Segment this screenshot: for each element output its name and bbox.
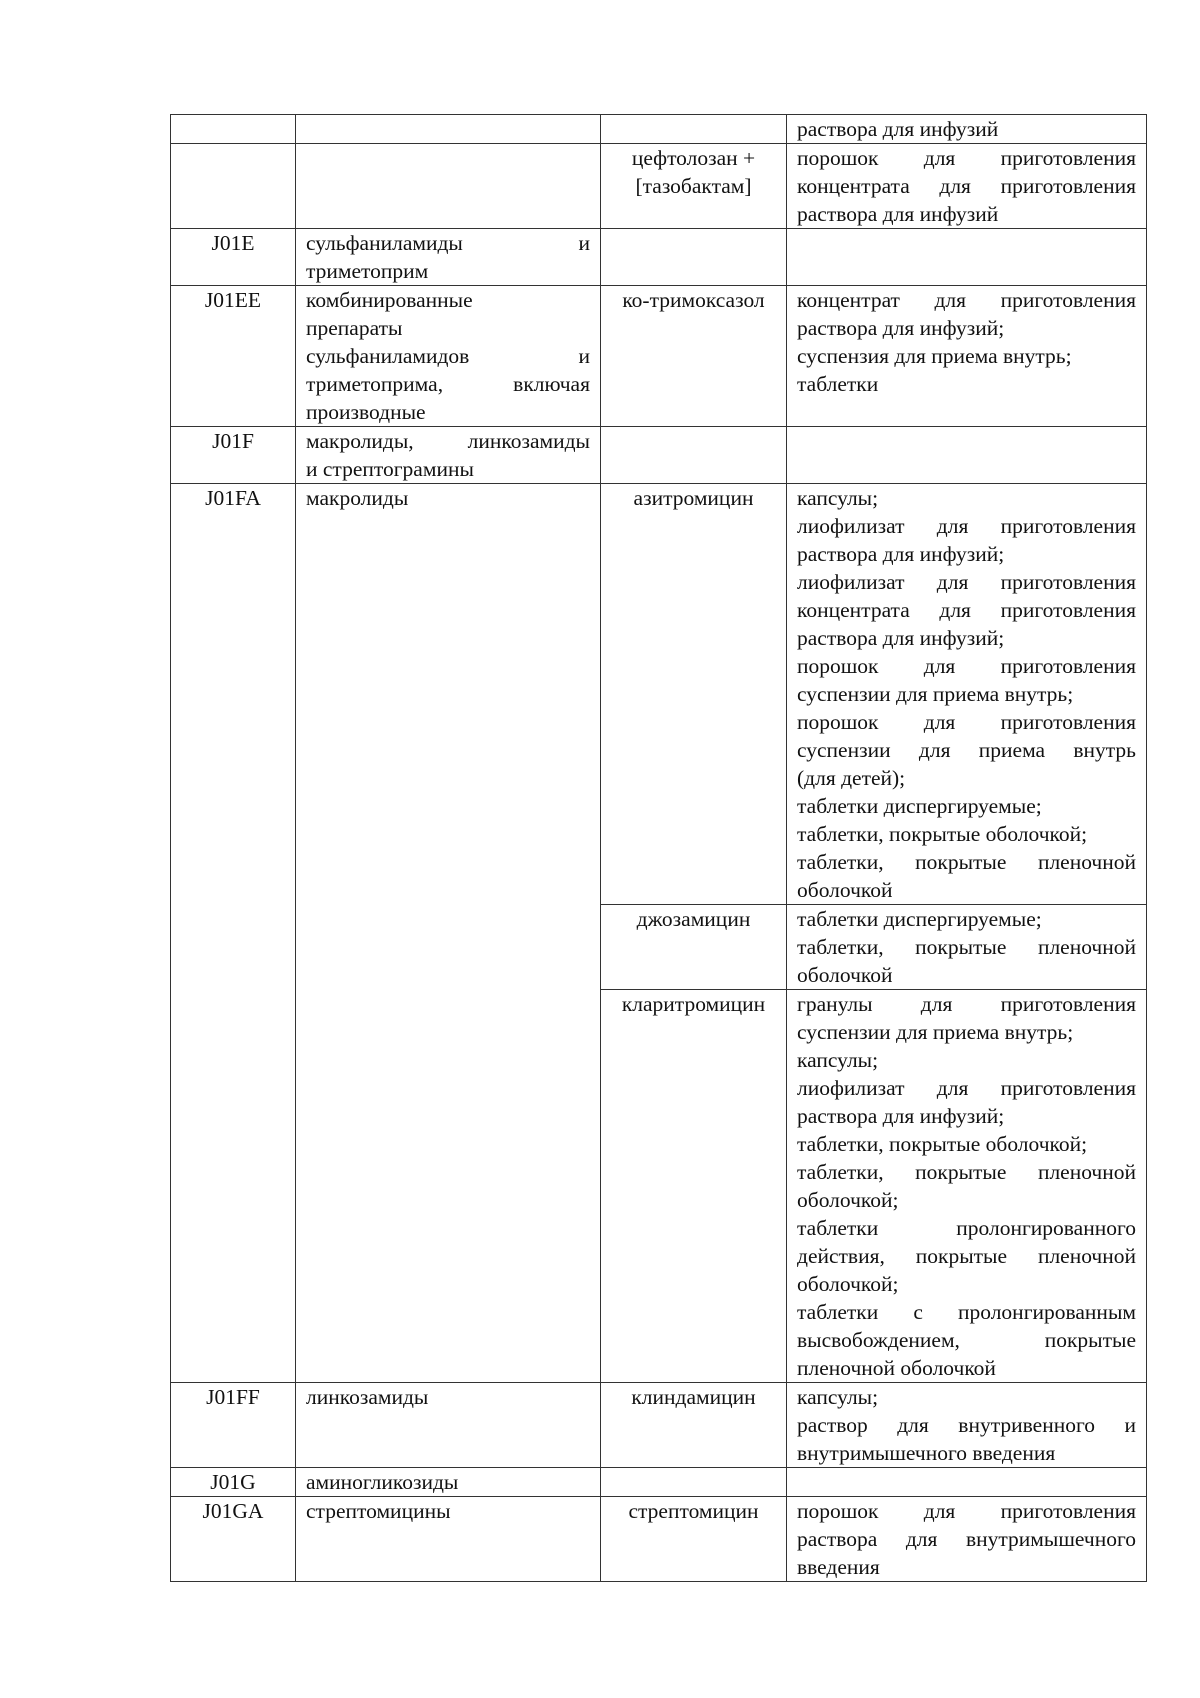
group-line: макролиды, линкозамиды bbox=[306, 429, 590, 453]
dosage-form-cell bbox=[787, 990, 1147, 1383]
drug-name-cell bbox=[601, 905, 787, 990]
form-line: лиофилизат для приготовления bbox=[797, 514, 1136, 538]
form-line: суспензии для приема внутрь; bbox=[797, 682, 1074, 706]
form-line: (для детей); bbox=[797, 766, 906, 790]
group-line: макролиды bbox=[306, 486, 409, 510]
dosage-form-cell bbox=[787, 115, 1147, 144]
group-line: сульфаниламидов и bbox=[306, 344, 590, 368]
form-line: суспензия для приема внутрь; bbox=[797, 344, 1072, 368]
atc-code-cell: J01FF bbox=[171, 1383, 296, 1468]
group-line: аминогликозиды bbox=[306, 1470, 459, 1494]
dosage-form-cell bbox=[787, 484, 1147, 905]
group-line: сульфаниламиды и bbox=[306, 231, 590, 255]
dosage-form-cell bbox=[787, 144, 1147, 229]
drug-name-cell bbox=[601, 484, 787, 905]
drug-name-line: клиндамицин bbox=[631, 1385, 756, 1409]
atc-group-cell bbox=[296, 229, 601, 286]
group-line: производные bbox=[306, 400, 426, 424]
atc-group-cell bbox=[296, 1497, 601, 1582]
drug-name-cell bbox=[601, 229, 787, 286]
form-line: раствора для инфузий; bbox=[797, 316, 1005, 340]
drug-name-line: [тазобактам] bbox=[635, 174, 752, 198]
dosage-form-cell bbox=[787, 1383, 1147, 1468]
form-line: таблетки диспергируемые; bbox=[797, 907, 1042, 931]
drug-name-line: азитромицин bbox=[633, 486, 754, 510]
group-line: триметоприма, включая bbox=[306, 372, 590, 396]
drug-name-cell bbox=[601, 990, 787, 1383]
form-line: капсулы; bbox=[797, 486, 879, 510]
group-line: линкозамиды bbox=[306, 1385, 429, 1409]
form-line: таблетки пролонгированного bbox=[797, 1216, 1136, 1240]
form-line: лиофилизат для приготовления bbox=[797, 1076, 1136, 1100]
form-line: оболочкой; bbox=[797, 1272, 899, 1296]
drug-name-line: кларитромицин bbox=[621, 992, 766, 1016]
dosage-form-cell bbox=[787, 427, 1147, 484]
form-line: раствора для инфузий; bbox=[797, 1104, 1005, 1128]
dosage-form-cell bbox=[787, 286, 1147, 427]
form-line: раствор для внутривенного и bbox=[797, 1413, 1136, 1437]
dosage-form-cell bbox=[787, 905, 1147, 990]
form-line: гранулы для приготовления bbox=[797, 992, 1136, 1016]
form-line: порошок для приготовления bbox=[797, 654, 1136, 678]
drug-name-line: джозамицин bbox=[636, 907, 751, 931]
atc-code-cell: J01FA bbox=[171, 484, 296, 1383]
drug-name-cell bbox=[601, 286, 787, 427]
dosage-form-cell bbox=[787, 1468, 1147, 1497]
drug-table bbox=[170, 114, 1147, 1582]
form-line: внутримышечного введения bbox=[797, 1441, 1056, 1465]
drug-name-cell bbox=[601, 427, 787, 484]
form-line: порошок для приготовления bbox=[797, 1499, 1136, 1523]
table-row bbox=[171, 229, 1147, 286]
atc-group-cell bbox=[296, 144, 601, 229]
form-line: таблетки, покрытые пленочной bbox=[797, 935, 1136, 959]
form-line: порошок для приготовления bbox=[797, 710, 1136, 734]
form-line: высвобождением, покрытые bbox=[797, 1328, 1136, 1352]
form-line: концентрат для приготовления bbox=[797, 288, 1136, 312]
drug-name-cell bbox=[601, 144, 787, 229]
form-line: суспензии для приема внутрь; bbox=[797, 1020, 1074, 1044]
drug-table-body bbox=[171, 115, 1147, 1582]
atc-code-cell: J01EE bbox=[171, 286, 296, 427]
dosage-form-cell bbox=[787, 229, 1147, 286]
form-line: оболочкой bbox=[797, 963, 893, 987]
drug-name-cell bbox=[601, 1497, 787, 1582]
dosage-form-cell bbox=[787, 1497, 1147, 1582]
drug-name-line: стрептомицин bbox=[628, 1499, 759, 1523]
atc-group-cell bbox=[296, 1468, 601, 1497]
form-line: раствора для внутримышечного bbox=[797, 1527, 1136, 1551]
form-line: действия, покрытые пленочной bbox=[797, 1244, 1136, 1268]
table-row bbox=[171, 144, 1147, 229]
group-line: и стрептограмины bbox=[306, 457, 474, 481]
form-line: пленочной оболочкой bbox=[797, 1356, 996, 1380]
form-line: введения bbox=[797, 1555, 880, 1579]
table-row bbox=[171, 1497, 1147, 1582]
form-line: оболочкой bbox=[797, 878, 893, 902]
form-line: лиофилизат для приготовления bbox=[797, 570, 1136, 594]
atc-code-cell: J01E bbox=[171, 229, 296, 286]
form-line: таблетки, покрытые пленочной bbox=[797, 1160, 1136, 1184]
atc-code-cell: J01G bbox=[171, 1468, 296, 1497]
table-row bbox=[171, 484, 1147, 905]
form-line: концентрата для приготовления bbox=[797, 598, 1136, 622]
table-row bbox=[171, 427, 1147, 484]
form-line: раствора для инфузий; bbox=[797, 542, 1005, 566]
form-line: капсулы; bbox=[797, 1048, 879, 1072]
form-line: порошок для приготовления bbox=[797, 146, 1136, 170]
group-line: комбинированные bbox=[306, 288, 473, 312]
drug-name-line: ко-тримоксазол bbox=[622, 288, 765, 312]
atc-code-cell bbox=[171, 115, 296, 144]
form-line: раствора для инфузий bbox=[797, 202, 999, 226]
form-line: таблетки, покрытые пленочной bbox=[797, 850, 1136, 874]
form-line: таблетки с пролонгированным bbox=[797, 1300, 1136, 1324]
atc-group-cell bbox=[296, 286, 601, 427]
form-line: таблетки, покрытые оболочкой; bbox=[797, 822, 1088, 846]
atc-code-cell bbox=[171, 144, 296, 229]
atc-group-cell bbox=[296, 115, 601, 144]
group-line: триметоприм bbox=[306, 259, 429, 283]
form-line: таблетки диспергируемые; bbox=[797, 794, 1042, 818]
group-line: стрептомицины bbox=[306, 1499, 451, 1523]
form-line: раствора для инфузий bbox=[797, 117, 999, 141]
group-line: препараты bbox=[306, 316, 403, 340]
atc-group-cell bbox=[296, 484, 601, 1383]
drug-name-cell bbox=[601, 1383, 787, 1468]
table-row bbox=[171, 115, 1147, 144]
form-line: раствора для инфузий; bbox=[797, 626, 1005, 650]
table-row bbox=[171, 1383, 1147, 1468]
form-line: оболочкой; bbox=[797, 1188, 899, 1212]
table-row bbox=[171, 286, 1147, 427]
form-line: капсулы; bbox=[797, 1385, 879, 1409]
drug-name-line: цефтолозан + bbox=[631, 146, 756, 170]
form-line: таблетки bbox=[797, 372, 879, 396]
form-line: концентрата для приготовления bbox=[797, 174, 1136, 198]
table-row bbox=[171, 1468, 1147, 1497]
atc-group-cell bbox=[296, 1383, 601, 1468]
atc-code-cell: J01F bbox=[171, 427, 296, 484]
atc-code-cell: J01GA bbox=[171, 1497, 296, 1582]
form-line: суспензии для приема внутрь bbox=[797, 738, 1136, 762]
drug-name-cell bbox=[601, 1468, 787, 1497]
atc-group-cell bbox=[296, 427, 601, 484]
drug-name-cell bbox=[601, 115, 787, 144]
form-line: таблетки, покрытые оболочкой; bbox=[797, 1132, 1088, 1156]
